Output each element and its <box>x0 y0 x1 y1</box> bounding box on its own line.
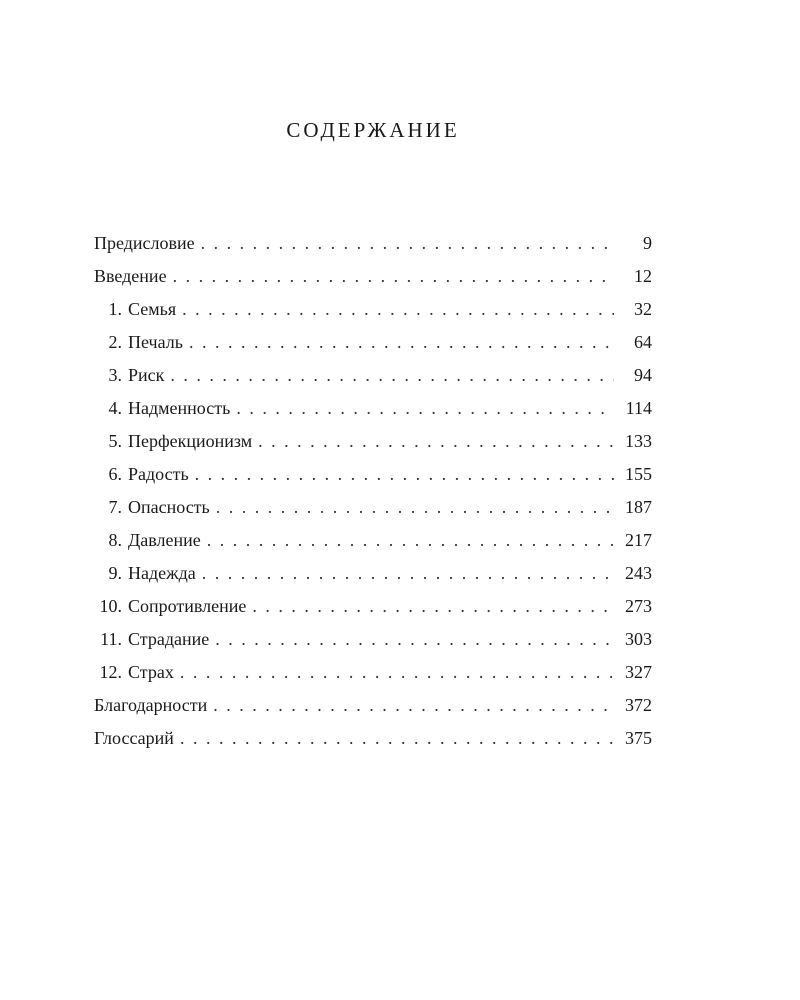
dot-leader <box>213 689 614 722</box>
toc-entry-page: 155 <box>625 464 652 484</box>
toc-entry-number: 6. <box>108 464 122 484</box>
toc-entry-label: Риск <box>128 365 165 385</box>
toc-entry-chapter-2[interactable] <box>94 326 652 359</box>
toc-entry-chapter-10[interactable] <box>94 590 652 623</box>
toc-entry-page: 243 <box>625 563 652 583</box>
toc-entry-chapter-3[interactable] <box>94 359 652 392</box>
dot-leader <box>189 326 614 359</box>
toc-entry-number: 9. <box>108 563 122 583</box>
dot-leader <box>170 359 614 392</box>
toc-entry-chapter-5[interactable] <box>94 425 652 458</box>
toc-entry-page: 12 <box>634 266 652 286</box>
toc-entry-number: 11. <box>100 629 122 649</box>
toc-entry-number: 7. <box>108 497 122 517</box>
dot-leader <box>252 590 614 623</box>
toc-entry-label: Сопротивление <box>128 596 247 616</box>
toc-entry-page: 375 <box>625 728 652 748</box>
toc-entry-label: Глоссарий <box>94 728 174 748</box>
dot-leader <box>173 260 614 293</box>
toc-entry-page: 372 <box>625 695 652 715</box>
toc-entry-label: Благодарности <box>94 695 208 715</box>
toc-entry-label: Печаль <box>128 332 183 352</box>
toc-entry-number: 12. <box>99 662 122 682</box>
toc-entry-chapter-7[interactable] <box>94 491 652 524</box>
toc-entry-number: 5. <box>108 431 122 451</box>
dot-leader <box>258 425 614 458</box>
toc-entry-page: 32 <box>634 299 652 319</box>
toc-entry-page: 273 <box>625 596 652 616</box>
toc-entry-label: Предисловие <box>94 233 195 253</box>
dot-leader <box>201 227 614 260</box>
toc-entry-acknowledgements[interactable] <box>94 689 652 722</box>
dot-leader <box>180 722 614 755</box>
toc-entry-chapter-11[interactable] <box>94 623 652 656</box>
toc-entry-preface[interactable] <box>94 227 652 260</box>
dot-leader <box>236 392 614 425</box>
dot-leader <box>215 623 614 656</box>
toc-entry-number: 4. <box>108 398 122 418</box>
toc-entry-glossary[interactable] <box>94 722 652 755</box>
dot-leader <box>202 557 614 590</box>
toc-entry-label: Надежда <box>128 563 196 583</box>
dot-leader <box>195 458 614 491</box>
toc-entry-page: 303 <box>625 629 652 649</box>
toc-entry-number: 3. <box>108 365 122 385</box>
toc-entry-page: 133 <box>625 431 652 451</box>
toc-entry-introduction[interactable] <box>94 260 652 293</box>
dot-leader <box>180 656 614 689</box>
toc-entry-chapter-8[interactable] <box>94 524 652 557</box>
toc-entry-page: 94 <box>634 365 652 385</box>
toc-entry-label: Страдание <box>128 629 210 649</box>
toc-entry-chapter-9[interactable] <box>94 557 652 590</box>
toc-entry-page: 9 <box>643 233 652 253</box>
toc-list <box>94 227 652 755</box>
toc-entry-page: 217 <box>625 530 652 550</box>
toc-entry-label: Перфекционизм <box>128 431 253 451</box>
toc-entry-chapter-12[interactable] <box>94 656 652 689</box>
toc-entry-page: 64 <box>634 332 652 352</box>
dot-leader <box>182 293 614 326</box>
toc-entry-label: Опасность <box>128 497 210 517</box>
toc-title: СОДЕРЖАНИЕ <box>286 118 460 142</box>
toc-entry-number: 2. <box>108 332 122 352</box>
toc-entry-label: Страх <box>128 662 174 682</box>
toc-entry-label: Введение <box>94 266 167 286</box>
toc-entry-label: Давление <box>128 530 201 550</box>
toc-entry-label: Радость <box>128 464 189 484</box>
toc-entry-number: 10. <box>99 596 122 616</box>
toc-entry-page: 187 <box>625 497 652 517</box>
toc-entry-page: 327 <box>625 662 652 682</box>
toc-entry-label: Семья <box>128 299 177 319</box>
toc-entry-number: 1. <box>108 299 122 319</box>
toc-entry-chapter-1[interactable] <box>94 293 652 326</box>
dot-leader <box>207 524 614 557</box>
toc-entry-label: Надменность <box>128 398 231 418</box>
toc-entry-chapter-4[interactable] <box>94 392 652 425</box>
dot-leader <box>216 491 614 524</box>
toc-entry-page: 114 <box>625 398 652 418</box>
toc-entry-number: 8. <box>108 530 122 550</box>
toc-entry-chapter-6[interactable] <box>94 458 652 491</box>
